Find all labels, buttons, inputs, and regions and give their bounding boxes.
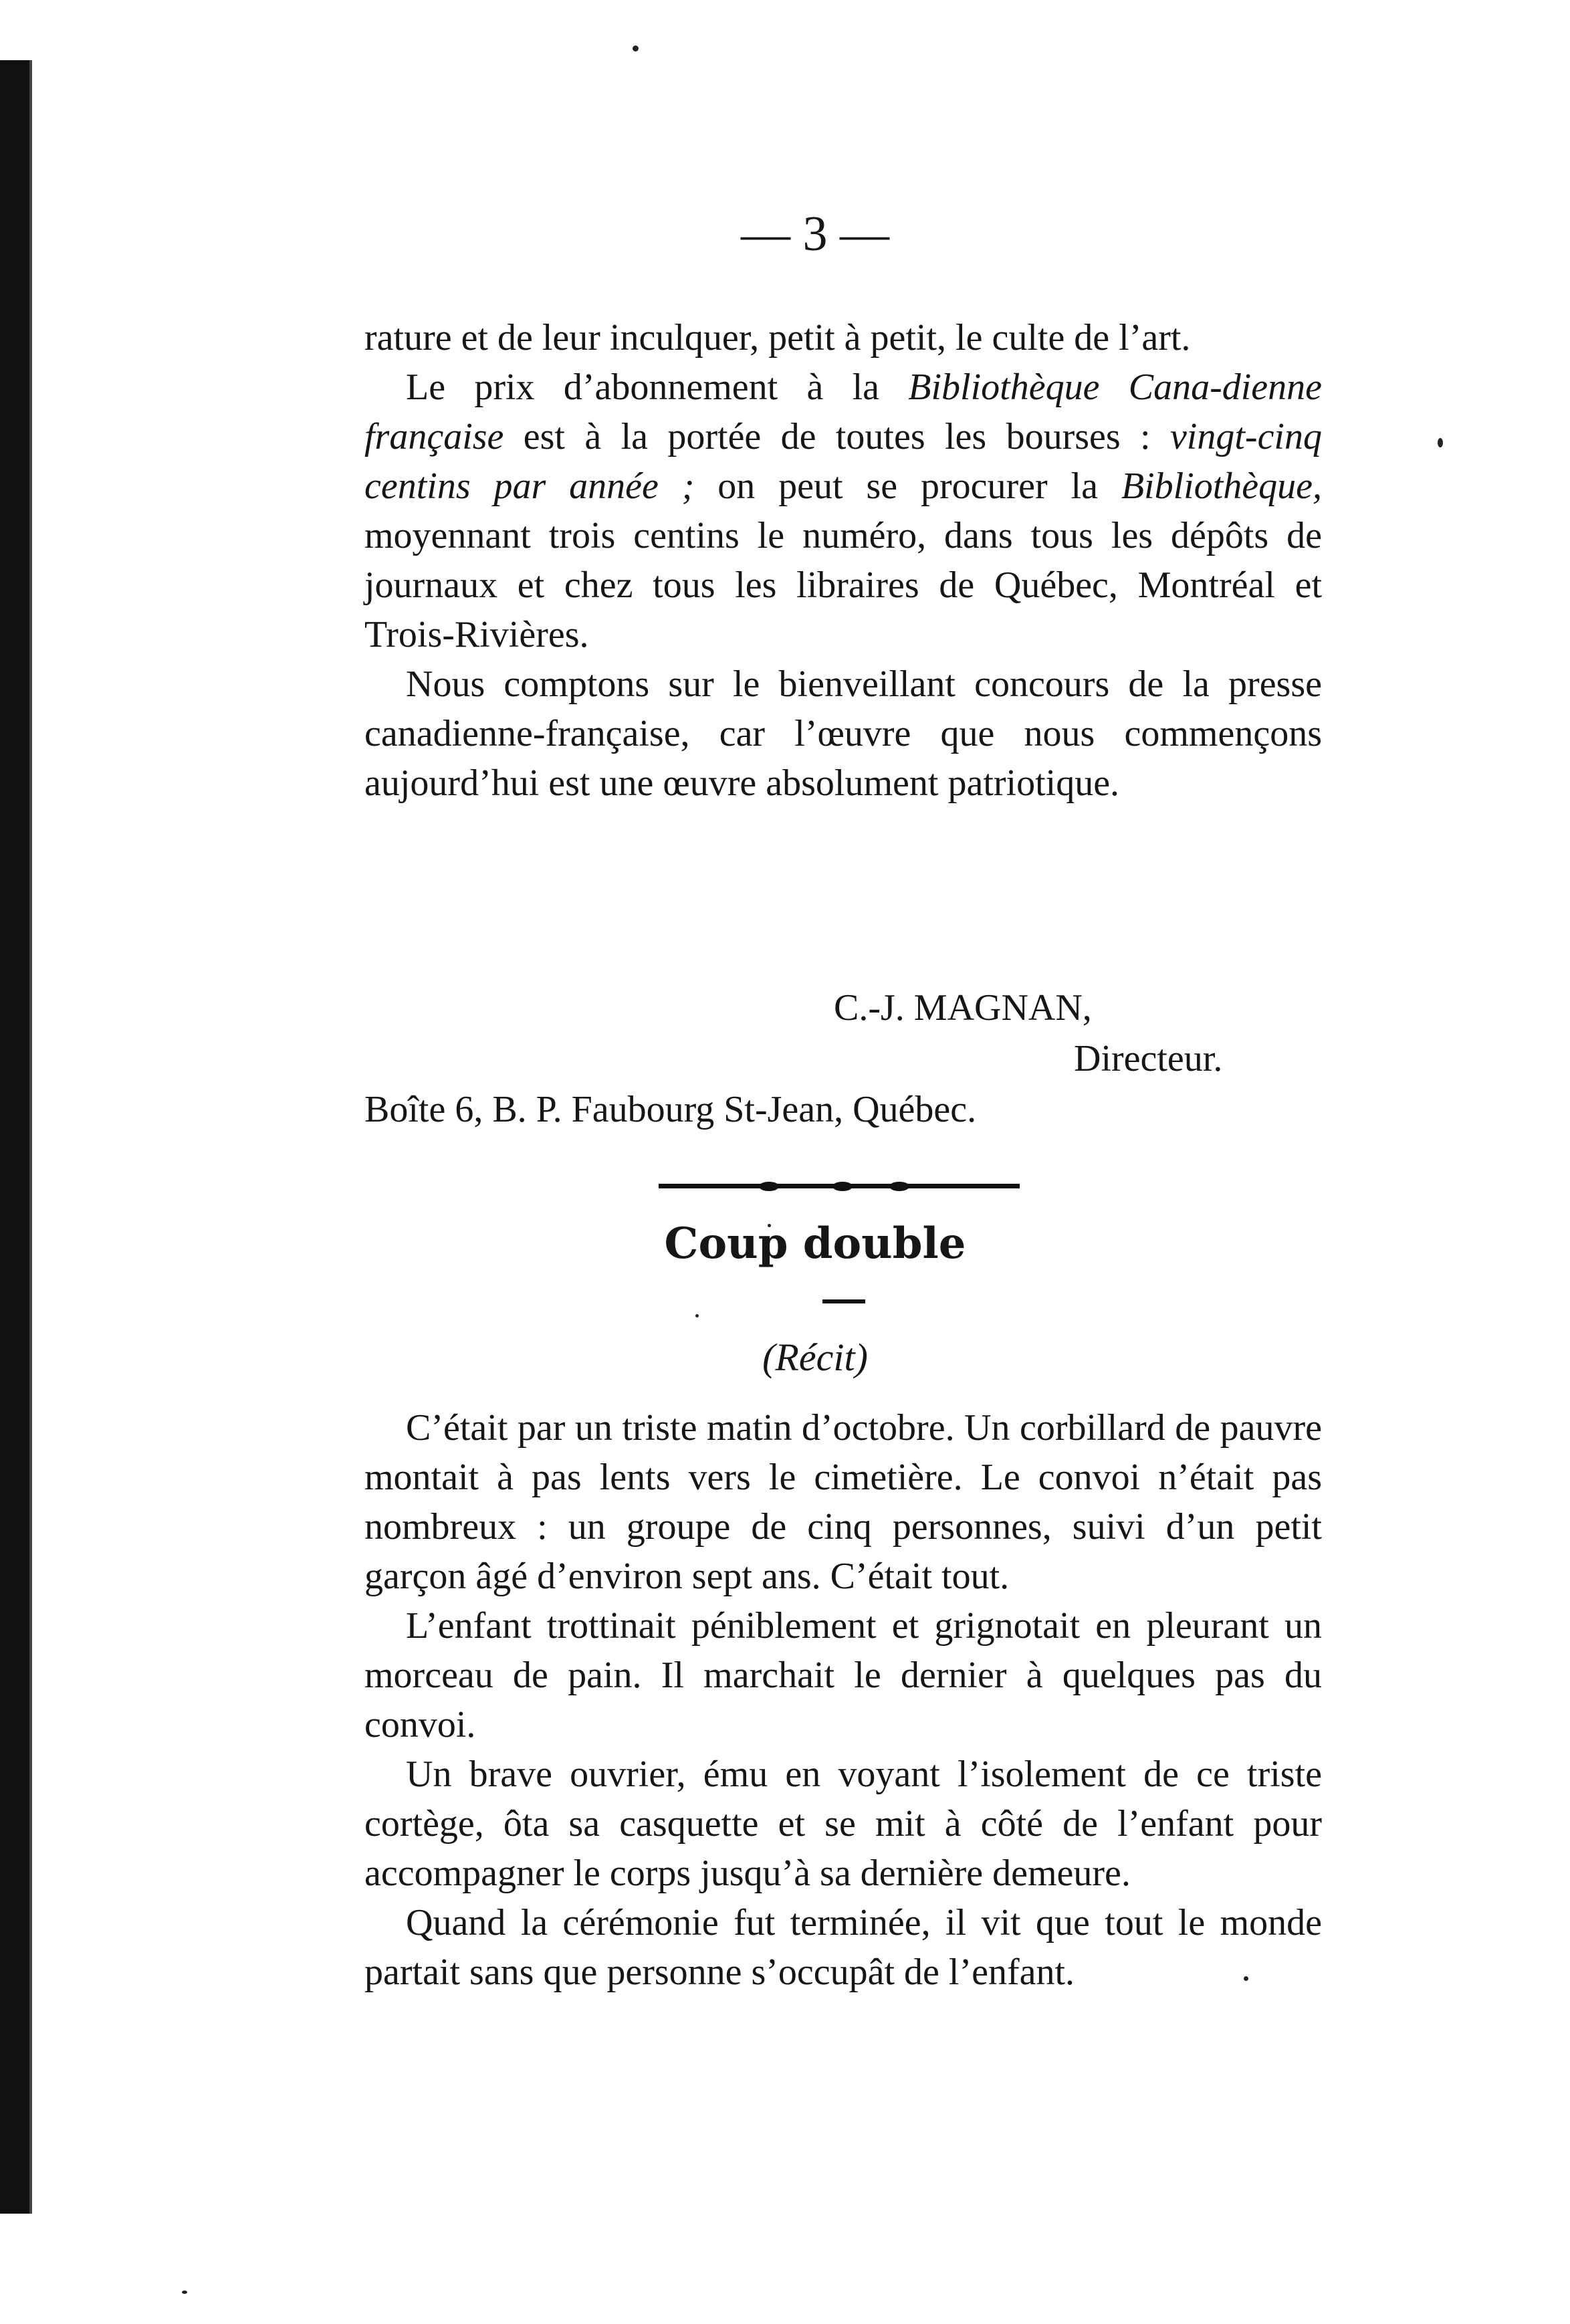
- journal-title-short: Bibliothèque,: [1121, 465, 1322, 507]
- story-subtitle: (Récit): [762, 1336, 868, 1379]
- subscription-price: vingt-cinq centins par année ;: [364, 416, 1322, 507]
- intro-text: [364, 313, 1322, 808]
- story-text: [364, 1403, 1322, 1997]
- postal-address: Boîte 6, B. P. Faubourg St-Jean, Québec.: [364, 1089, 977, 1130]
- story-paragraph: C’était par un triste matin d’octobre. Un corbillard de pauvre montait à pas lents vers le cimetière. Le convoi n’était pas nombreux : un groupe de cinq personnes, suivi d’un petit garçon âgé d’environ sept ans. C’était tout.: [364, 1407, 1322, 1597]
- signature-title: Directeur.: [1074, 1038, 1223, 1079]
- signature-name: C.-J. MAGNAN,: [834, 987, 1092, 1029]
- journal-title: Bibliothèque Cana-: [908, 366, 1222, 408]
- story-paragraph: Un brave ouvrier, ému en voyant l’isolement de ce triste cortège, ôta sa casquette et se mit à côté de l’enfant pour accompagner le corps jusqu’à sa dernière demeure.: [364, 1754, 1322, 1894]
- scan-edge-shadow: [0, 60, 32, 2214]
- page-number: — 3 —: [741, 207, 889, 261]
- intro-paragraph-appeal: Nous comptons sur le bienveillant concours de la presse canadienne-française, car l’œuvre que nous commençons aujourd’hui est une œuvre absolument patriotique.: [364, 663, 1322, 804]
- story-title: Coup double: [664, 1219, 966, 1269]
- story-paragraph: L’enfant trottinait péniblement et grignotait en pleurant un morceau de pain. Il marchait le dernier à quelques pas du convoi.: [364, 1605, 1322, 1746]
- intro-paragraph-continued: rature et de leur inculquer, petit à petit, le culte de l’art.: [364, 317, 1191, 358]
- intro-paragraph-subscription: Le prix d’abonnement à la Bibliothèque Cana-dienne française est à la portée de toutes les bourses : vingt-cinq centins par année ; on peut se procurer la Bibliothèque, moyennant trois centins le numéro, dans tous les dépôts de journaux et chez tous les libraires de Québec, Montréal et Trois-Rivières.: [364, 366, 1322, 655]
- journal-title-cont: dienne française: [364, 366, 1322, 457]
- story-paragraph: Quand la cérémonie fut terminée, il vit que tout le monde partait sans que personne s’occupât de l’enfant.: [364, 1902, 1322, 1993]
- title-underline: [822, 1299, 865, 1303]
- section-divider: [659, 1184, 1020, 1188]
